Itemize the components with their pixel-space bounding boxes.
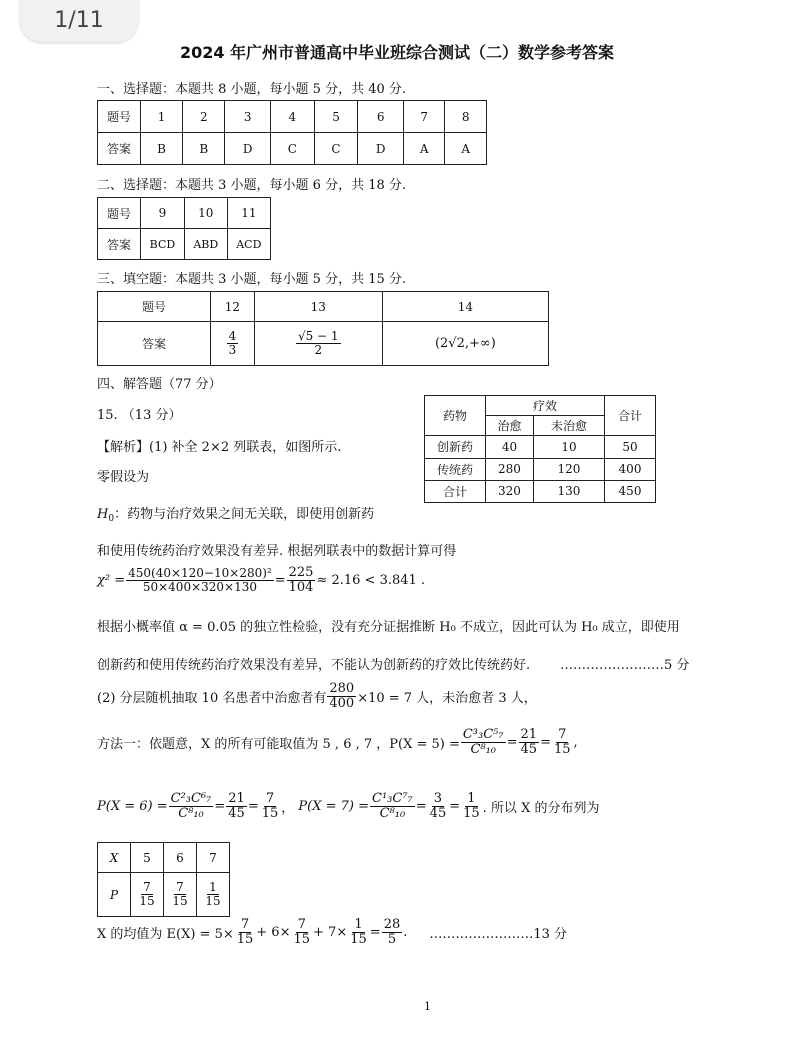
answer-cell: C <box>314 133 358 165</box>
question-15-label: 15. （13 分） <box>97 408 182 423</box>
distribution-table <box>97 842 230 917</box>
fraction <box>203 881 222 907</box>
fraction <box>348 918 369 946</box>
fraction <box>170 881 189 907</box>
numerator: 3 <box>433 791 443 806</box>
p6-lhs: P(X = 6) = <box>97 798 168 814</box>
answer-cell: ABD <box>184 229 227 260</box>
table-row <box>425 480 656 502</box>
section-3-answer-table <box>97 291 549 366</box>
answer-cell: B <box>183 133 225 165</box>
cell: 10 <box>533 436 604 458</box>
section-2-answer-table <box>97 197 271 260</box>
footer-page-number: 1 <box>424 1000 431 1013</box>
numerator: 4 <box>228 329 237 344</box>
numerator: 7 <box>297 917 306 932</box>
numerator: 1 <box>467 791 476 806</box>
question-number: 6 <box>358 101 404 133</box>
numerator: 1 <box>209 880 217 895</box>
contingency-table <box>424 395 656 503</box>
x-value: 5 <box>131 843 164 873</box>
probability-line: P(X = 6) = $\frac{\text{C²₃C⁶₇}}{\text{C⁸₁₀}}$ = $\frac{21}{45}$ = $\frac{7}{15}$ ， P(X = 7) = $\frac{\text{C¹₃C⁷₇}}{\text{C⁸₁₀}}$ = $\frac{3}{45}$ = $\frac{1}{15}$ . 所以 X 的分布列为 <box>97 791 600 821</box>
numerator: 225 <box>288 565 314 580</box>
question-number: 9 <box>141 198 185 229</box>
table-row <box>425 458 656 480</box>
denominator: 50×400×320×130 <box>142 579 257 594</box>
denominator: 15 <box>236 931 254 947</box>
denominator: 400 <box>329 695 355 711</box>
question-number: 4 <box>270 101 314 133</box>
method-1-text: 方法一：依题意，X 的所有可能取值为 5 , 6 , 7 ，P(X = 5) = <box>97 736 460 752</box>
mean-text: . <box>403 924 408 940</box>
question-number: 7 <box>403 101 445 133</box>
denominator: 15 <box>205 894 221 908</box>
numerator: 7 <box>558 727 567 742</box>
page-indicator-badge: 1/11 <box>20 0 138 42</box>
numerator: C¹₃C⁷₇ <box>372 791 413 806</box>
fraction <box>291 918 312 946</box>
fraction <box>519 728 540 756</box>
part-2-text: (2) 分层随机抽取 10 名患者中治愈者有 <box>97 690 327 706</box>
header-effect: 疗效 <box>486 396 605 416</box>
numerator: C²₃C⁶₇ <box>170 791 212 806</box>
cell: 40 <box>486 436 534 458</box>
answer-cell: D <box>358 133 404 165</box>
denominator: 15 <box>172 894 188 908</box>
chi-result: ≈ 2.16 < 3.841 . <box>316 572 426 588</box>
chi-square-formula <box>97 566 425 594</box>
row-label-answer: 答案 <box>98 133 141 165</box>
x-value: 6 <box>164 843 197 873</box>
fraction <box>370 792 415 820</box>
denominator: 15 <box>463 805 480 821</box>
p-label: P <box>98 873 131 917</box>
header-drug: 药物 <box>425 396 486 436</box>
question-number: 14 <box>382 292 548 322</box>
denominator: C⁸₁₀ <box>379 805 406 821</box>
question-number: 1 <box>141 101 183 133</box>
part-2-line <box>97 682 537 710</box>
section-2-heading: 二、选择题：本题共 3 小题，每小题 6 分，共 18 分. <box>97 178 407 193</box>
question-number: 2 <box>183 101 225 133</box>
numerator: √5 − 1 <box>297 329 339 344</box>
numerator: 21 <box>228 791 245 806</box>
question-number: 8 <box>445 101 487 133</box>
question-number: 5 <box>314 101 358 133</box>
fraction <box>287 566 316 594</box>
answer-cell: BCD <box>141 229 185 260</box>
denominator: 2 <box>314 343 323 357</box>
denominator: C⁸₁₀ <box>178 805 204 821</box>
fraction <box>137 881 156 907</box>
section-1-heading: 一、选择题：本题共 8 小题，每小题 5 分，共 40 分. <box>97 82 407 97</box>
fraction <box>428 792 449 820</box>
p7-lhs: P(X = 7) = <box>298 798 370 814</box>
row-label-answer: 答案 <box>98 322 211 366</box>
numerator: 1 <box>354 917 363 932</box>
mean-text: = <box>369 924 381 940</box>
denominator: 5 <box>387 931 397 947</box>
mean-text: + 6× <box>256 924 291 940</box>
answer-cell: A <box>445 133 487 165</box>
null-hypothesis-text: ：药物与治疗效果之间无关联，即使用创新药 <box>114 507 375 522</box>
fraction <box>552 728 573 756</box>
denominator: 3 <box>228 343 237 357</box>
fraction <box>461 728 506 756</box>
part-1-intro: 【解析】(1) 补全 2×2 列联表，如图所示. <box>97 440 342 455</box>
page-title: 2024 年广州市普通高中毕业班综合测试（二）数学参考答案 <box>179 43 615 62</box>
answer-cell: ACD <box>227 229 270 260</box>
part-2-text-end: ×10 = 7 人，未治愈者 3 人， <box>357 690 537 706</box>
fraction <box>382 918 403 946</box>
conclusion-line-1: 根据小概率值 α = 0.05 的独立性检验，没有充分证据推断 H₀ 不成立，因此可认为 H₀ 成立，即使用 <box>97 620 680 635</box>
denominator: 15 <box>350 931 367 947</box>
cell: 120 <box>533 458 604 480</box>
x-value: 7 <box>197 843 230 873</box>
answer-cell: B <box>141 133 183 165</box>
header-cured: 治愈 <box>486 416 534 436</box>
section-1-answer-table <box>97 100 487 165</box>
cell: 320 <box>486 480 534 502</box>
cell: 130 <box>533 480 604 502</box>
denominator: 15 <box>139 894 155 908</box>
question-number: 3 <box>225 101 271 133</box>
cell: 50 <box>605 436 656 458</box>
cell: 450 <box>605 480 656 502</box>
fraction <box>226 792 247 820</box>
denominator: 45 <box>429 805 447 821</box>
row-label-answer: 答案 <box>98 229 141 260</box>
h0-continuation: 和使用传统药治疗效果没有差异. 根据列联表中的数据计算可得 <box>97 544 457 559</box>
numerator: C³₃C⁵₇ <box>462 727 504 742</box>
denominator: C⁸₁₀ <box>470 741 497 757</box>
denominator: 15 <box>553 741 571 757</box>
row-label-question: 题号 <box>98 292 211 322</box>
numerator: 450(40×120−10×280)² <box>128 566 272 581</box>
fraction <box>126 567 274 593</box>
numerator: 21 <box>520 727 538 742</box>
equals: = <box>274 572 286 588</box>
mean-text: X 的均值为 E(X) = 5× <box>97 926 234 942</box>
method-1-line: 方法一：依题意，X 的所有可能取值为 5 , 6 , 7 ，P(X = 5) = $\frac{\text{C³₃C⁵₇}}{\text{C⁸₁₀}}$ = $\frac{21}{45}$ = $\frac{7}{15}$ , <box>97 727 578 757</box>
answer-cell: D <box>225 133 271 165</box>
answer-cell-13 <box>254 322 382 366</box>
row-name: 传统药 <box>425 458 486 480</box>
numerator: 7 <box>240 917 250 932</box>
distribution-text: . 所以 X 的分布列为 <box>482 800 600 816</box>
numerator: 28 <box>383 917 401 932</box>
fraction <box>227 330 239 356</box>
denominator: 15 <box>261 805 279 821</box>
x-label: X <box>98 843 131 873</box>
table-row <box>425 436 656 458</box>
numerator: 7 <box>265 791 275 806</box>
fraction <box>296 330 341 356</box>
cell: 280 <box>486 458 534 480</box>
row-label-question: 题号 <box>98 198 141 229</box>
question-number: 11 <box>227 198 270 229</box>
fraction <box>260 792 281 820</box>
conclusion-line-2: 创新药和使用传统药治疗效果没有差异，不能认为创新药的疗效比传统药好. <box>97 658 531 673</box>
numerator: 280 <box>329 681 355 696</box>
numerator: 7 <box>143 880 151 895</box>
row-label-question: 题号 <box>98 101 141 133</box>
answer-cell-14: (2√2,+∞) <box>382 322 548 366</box>
score-13-marker: ……………………13 分 <box>429 926 568 942</box>
header-total: 合计 <box>605 396 656 436</box>
header-uncured: 未治愈 <box>533 416 604 436</box>
denominator: 45 <box>228 805 245 821</box>
answer-cell: A <box>403 133 445 165</box>
denominator: 45 <box>520 741 538 757</box>
fraction <box>461 792 482 820</box>
denominator: 104 <box>288 579 314 595</box>
fraction <box>327 682 356 710</box>
null-hypothesis-intro: 零假设为 <box>97 470 150 485</box>
mean-line <box>97 918 567 946</box>
question-number: 10 <box>184 198 227 229</box>
answer-cell-12 <box>211 322 255 366</box>
question-number: 12 <box>211 292 255 322</box>
section-3-heading: 三、填空题：本题共 3 小题，每小题 5 分，共 15 分. <box>97 272 407 287</box>
denominator: 15 <box>293 931 311 947</box>
fraction <box>235 918 256 946</box>
cell: 400 <box>605 458 656 480</box>
score-5-marker: ……………………5 分 <box>560 658 690 673</box>
null-hypothesis-line: $H_0$：药物与治疗效果之间无关联，即使用创新药 <box>97 507 375 524</box>
numerator: 7 <box>176 880 184 895</box>
question-number: 13 <box>254 292 382 322</box>
section-4-heading: 四、解答题（77 分） <box>97 377 222 392</box>
answer-cell: C <box>270 133 314 165</box>
row-name: 合计 <box>425 480 486 502</box>
fraction <box>169 792 214 820</box>
row-name: 创新药 <box>425 436 486 458</box>
mean-text: + 7× <box>313 924 348 940</box>
chi-lhs: χ² = <box>97 572 126 588</box>
